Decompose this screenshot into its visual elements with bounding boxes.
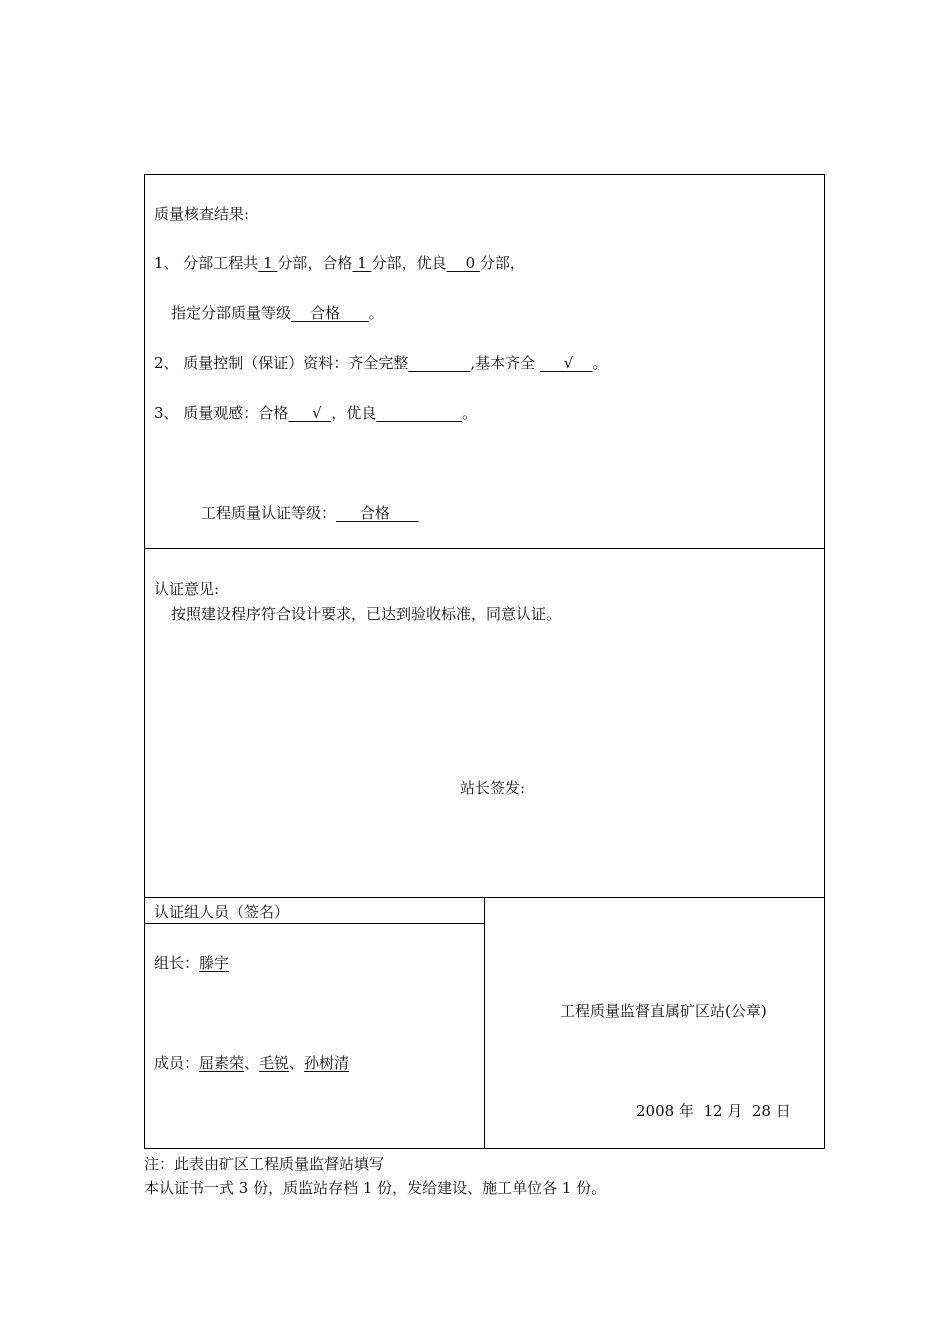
item3-prefix: 3、 质量观感：合格 xyxy=(154,404,289,422)
grade-label: 指定分部质量等级 xyxy=(171,304,292,322)
item1-excellent: 0 xyxy=(446,254,480,272)
member-2: 毛锐 xyxy=(259,1054,290,1072)
item2-end: 。 xyxy=(592,354,608,372)
item3-pass: √ xyxy=(288,404,332,422)
quality-check-heading: 质量核查结果: xyxy=(154,205,250,223)
members-header-divider xyxy=(144,923,484,924)
grade-value: 合格 xyxy=(291,304,369,322)
item3-mid: ，优良 xyxy=(331,404,377,422)
cert-grade-label: 工程质量认证等级： xyxy=(201,504,337,522)
leader-name: 滕宇 xyxy=(199,954,230,972)
section-divider-1 xyxy=(144,548,825,549)
member-sep-1: 、 xyxy=(244,1054,260,1072)
issue-date: 2008 年 12 月 28 日 xyxy=(636,1102,791,1120)
leader-line xyxy=(154,953,229,973)
item1-line xyxy=(154,253,525,273)
members-label: 成员： xyxy=(154,1054,200,1072)
item1-suffix: 分部， xyxy=(479,254,525,272)
member-1: 屈素荣 xyxy=(199,1054,245,1072)
note-line-1: 注：此表由矿区工程质量监督站填写 xyxy=(144,1155,385,1173)
cert-grade-line xyxy=(201,503,418,523)
item3-blank xyxy=(376,404,462,422)
item2-line xyxy=(154,353,607,373)
director-signoff-label: 站长签发: xyxy=(460,779,526,797)
item1-total: 1 xyxy=(258,254,278,272)
member-3: 孙树清 xyxy=(304,1054,350,1072)
item2-blank xyxy=(408,354,470,372)
note-line-2: 本认证书一式 3 份，质监站存档 1 份，发给建设、施工单位各 1 份。 xyxy=(144,1179,607,1197)
cert-grade-value: 合格 xyxy=(336,504,419,522)
station-seal-label: 工程质量监督直属矿区站(公章) xyxy=(560,1002,767,1020)
leader-label: 组长： xyxy=(154,954,200,972)
member-sep-2: 、 xyxy=(289,1054,305,1072)
item3-end: 。 xyxy=(462,404,478,422)
grade-line xyxy=(171,303,384,323)
item1-mid2: 分部，优良 xyxy=(371,254,447,272)
item3-line xyxy=(154,403,477,423)
item1-pass: 1 xyxy=(352,254,372,272)
members-header: 认证组人员（签名） xyxy=(154,903,290,921)
item2-value: √ xyxy=(539,354,593,372)
members-line xyxy=(154,1053,349,1073)
item1-prefix: 1、 分部工程共 xyxy=(154,254,259,272)
column-divider xyxy=(484,897,485,1149)
opinion-heading: 认证意见: xyxy=(154,580,220,598)
item2-mid: ,基本齐全 xyxy=(470,354,536,372)
opinion-text: 按照建设程序符合设计要求，已达到验收标准，同意认证。 xyxy=(171,605,562,623)
item1-mid1: 分部，合格 xyxy=(277,254,353,272)
grade-end: 。 xyxy=(368,304,384,322)
item2-prefix: 2、 质量控制（保证）资料：齐全完整 xyxy=(154,354,409,372)
